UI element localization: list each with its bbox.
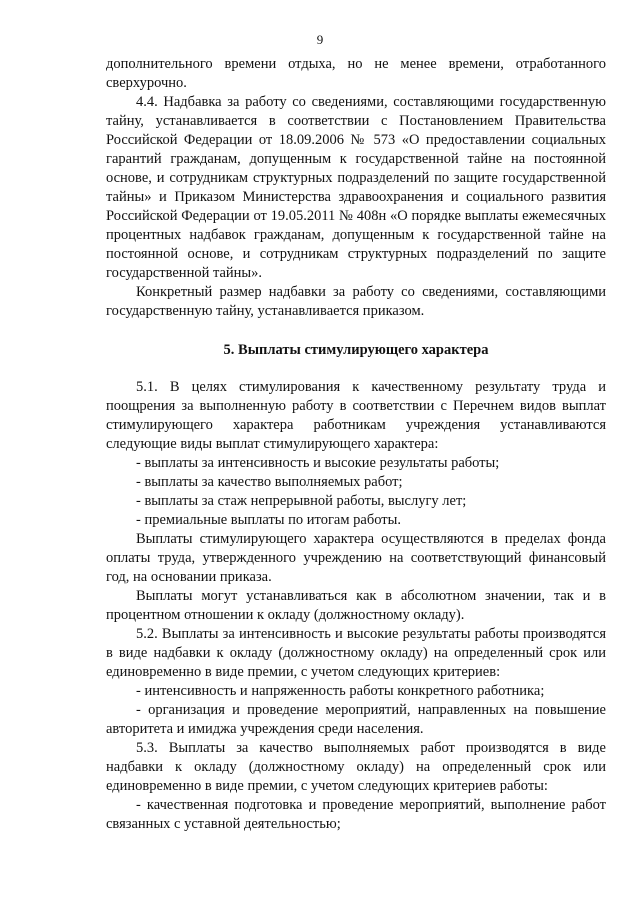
list-item: - интенсивность и напряженность работы конкретного работника;	[136, 683, 545, 699]
list-item: - премиальные выплаты по итогам работы.	[136, 512, 401, 528]
spacer	[106, 321, 606, 327]
paragraph-5-1: 5.1. В целях стимулирования к качественному результату труда и поощрения за выполненную работу в соответствии с Перечнем видов выплат стимулирующего характера работникам учреждения устанавливаются следующие виды выплат стимулирующего характера:	[106, 379, 606, 452]
list-item: - качественная подготовка и проведение мероприятий, выполнение работ связанных с уставной деятельностью;	[106, 797, 606, 832]
paragraph-secrecy-amount: Конкретный размер надбавки за работу со сведениями, составляющими государственную тайну, устанавливается приказом.	[106, 284, 606, 319]
page-number: 9	[316, 32, 324, 47]
paragraph-absolute-or-percent: Выплаты могут устанавливаться как в абсолютном значении, так и в процентном отношении к окладу (должностному окладу).	[106, 588, 606, 623]
paragraph-4-4: 4.4. Надбавка за работу со сведениями, составляющими государственную тайну, устанавливается в соответствии с Постановлением Правительства Российской Федерации от 18.09.2006 № 573 «О предоставлении социальных гарантий гражданам, допущенным к государственной тайне на постоянной основе, и сотрудникам структурных подразделений по защите государственной тайны» и Приказом Министерства здравоохранения и социального развития Российской Федерации от 19.05.2011 № 408н «О порядке выплаты ежемесячных процентных надбавок гражданам, допущенным к государственной тайне на постоянной основе, и сотрудникам структурных подразделений по защите государственной тайны».	[106, 94, 606, 281]
list-item: - выплаты за качество выполняемых работ;	[136, 474, 403, 490]
list-item: - выплаты за интенсивность и высокие результаты работы;	[136, 455, 500, 471]
paragraph-5-2: 5.2. Выплаты за интенсивность и высокие результаты работы производятся в виде надбавки к окладу (должностному окладу) на определенный срок или единовременно в виде премии, с учетом следующих критериев:	[106, 626, 606, 680]
document-body	[106, 55, 606, 834]
paragraph-fund-limits: Выплаты стимулирующего характера осуществляются в пределах фонда оплаты труда, утвержденного учреждению на соответствующий финансовый год, на основании приказа.	[106, 531, 606, 585]
section-heading: 5. Выплаты стимулирующего характера	[223, 342, 489, 358]
paragraph-continuation: дополнительного времени отдыха, но не менее времени, отработанного сверхурочно.	[106, 56, 606, 91]
list-item: - выплаты за стаж непрерывной работы, выслугу лет;	[136, 493, 467, 509]
paragraph-5-3: 5.3. Выплаты за качество выполняемых работ производятся в виде надбавки к окладу (должностному окладу) на определенный срок или единовременно в виде премии, с учетом следующих критериев работы:	[106, 740, 606, 794]
list-item: - организация и проведение мероприятий, направленных на повышение авторитета и имиджа учреждения среди населения.	[106, 702, 606, 737]
